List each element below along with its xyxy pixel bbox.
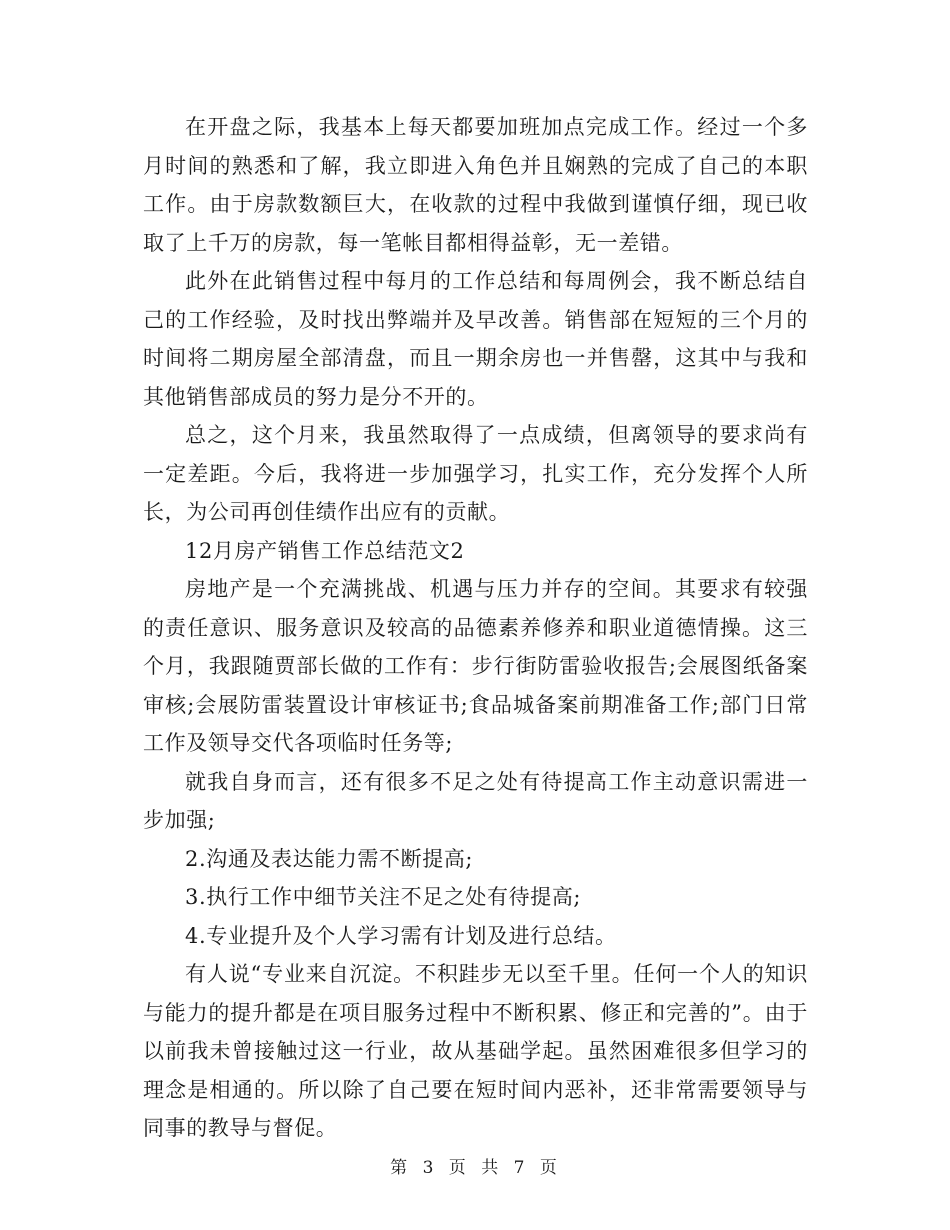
paragraph-5: 房地产是一个充满挑战、机遇与压力并存的空间。其要求有较强的责任意识、服务意识及较高的品德素养修养和职业道德情操。这三个月，我跟随贾部长做的工作有：步行街防雷验收报告;会展图纸备案审核;会展防雷装置设计审核证书;食品城备案前期准备工作;部门日常工作及领导交代各项临时任务等; bbox=[143, 577, 808, 755]
paragraph-3: 总之，这个月来，我虽然取得了一点成绩，但离领导的要求尚有一定差距。今后，我将进一步加强学习，扎实工作，充分发挥个人所长，为公司再创佳绩作出应有的贡献。 bbox=[143, 423, 808, 524]
document-body bbox=[143, 108, 808, 1148]
list-item-4: 4.专业提升及个人学习需有计划及进行总结。 bbox=[185, 923, 617, 948]
footer-page-label: 页 bbox=[448, 1158, 469, 1178]
paragraph-2: 此外在此销售过程中每月的工作总结和每周例会，我不断总结自己的工作经验，及时找出弊端并及早改善。销售部在短短的三个月的时间将二期房屋全部清盘，而且一期余房也一并售罄，这其中与我和其他销售部成员的努力是分不开的。 bbox=[143, 269, 808, 409]
list-item-3: 3.执行工作中细节关注不足之处有待提高; bbox=[185, 885, 582, 909]
footer-page-end-label: 页 bbox=[539, 1158, 560, 1178]
list-item-2: 2.沟通及表达能力需不断提高; bbox=[185, 846, 474, 871]
paragraph-6: 就我自身而言，还有很多不足之处有待提高工作主动意识需进一步加强; bbox=[143, 769, 808, 832]
footer-prefix: 第 bbox=[390, 1158, 411, 1178]
paragraph-10: 有人说“专业来自沉淀。不积跬步无以至千里。任何一个人的知识与能力的提升都是在项目服务过程中不断积累、修正和完善的”。由于以前我未曾接触过这一行业，故从基础学起。虽然困难很多但学习的理念是相通的。所以除了自己要在短时间内恶补，还非常需要领导与同事的教导与督促。 bbox=[143, 962, 808, 1140]
page-footer bbox=[0, 1153, 950, 1178]
paragraph-1: 在开盘之际，我基本上每天都要加班加点完成工作。经过一个多月时间的熟悉和了解，我立即进入角色并且娴熟的完成了自己的本职工作。由于房款数额巨大，在收款的过程中我做到谨慎仔细，现已收取了上千万的房款，每一笔帐目都相得益彰，无一差错。 bbox=[143, 115, 808, 255]
section-heading: 12月房产销售工作总结范文2 bbox=[185, 538, 465, 563]
footer-current-page: 3 bbox=[422, 1158, 437, 1178]
footer-total-label: 共 bbox=[481, 1158, 502, 1178]
footer-total-pages: 7 bbox=[513, 1158, 528, 1178]
